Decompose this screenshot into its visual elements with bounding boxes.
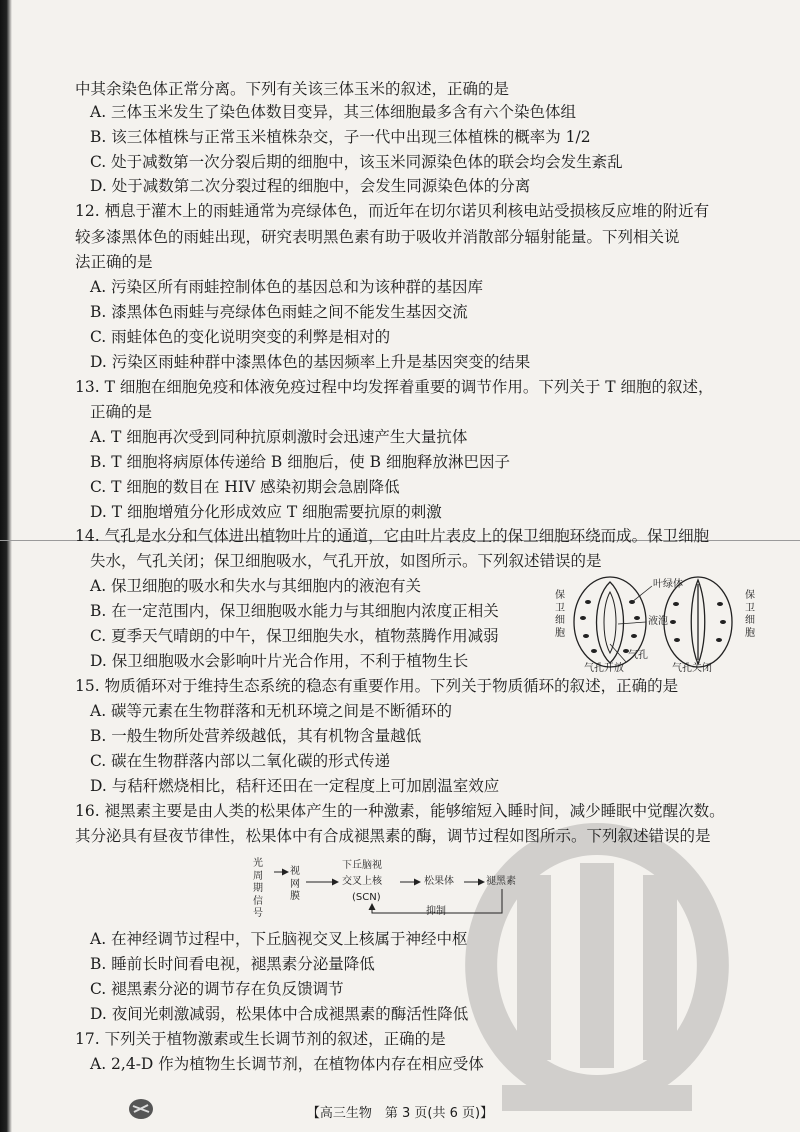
text-line: A. 在神经调节过程中，下丘脑视交叉上核属于神经中枢	[90, 930, 468, 948]
light-signal-label: 光周期信号	[253, 858, 263, 919]
text-line: A. 三体玉米发生了染色体数目变异，其三体细胞最多含有六个染色体组	[90, 103, 577, 121]
text-line: B. 漆黑体色雨蛙与亮绿体色雨蛙之间不能发生基因交流	[90, 303, 468, 321]
text-line: C. 夏季天气晴朗的中午，保卫细胞失水，植物蒸腾作用减弱	[90, 627, 499, 645]
text-line: B. 睡前长时间看电视，褪黑素分泌量降低	[90, 955, 375, 973]
right-guard-cell-label: 保卫细胞	[745, 590, 755, 639]
text-line: C. 褪黑素分泌的调节存在负反馈调节	[90, 980, 344, 998]
text-line: B. 在一定范围内，保卫细胞吸水能力与其细胞内浓度正相关	[90, 602, 499, 620]
page-footer: 【高三生物 第 3 页(共 6 页)】	[306, 1106, 494, 1121]
stoma-open-label: 气孔开放	[584, 663, 624, 674]
text-line: B. 该三体植株与正常玉米植株杂交，子一代中出现三体植株的概率为 1/2	[90, 128, 591, 146]
text-line: 14. 气孔是水分和气体进出植物叶片的通道，它由叶片表皮上的保卫细胞环绕而成。保卫细胞	[75, 527, 710, 545]
text-line: D. 夜间光刺激减弱，松果体中合成褪黑素的酶活性降低	[90, 1005, 469, 1023]
text-line: 法正确的是	[75, 253, 153, 271]
text-line: D. T 细胞增殖分化形成效应 T 细胞需要抗原的刺激	[90, 503, 442, 521]
text-line: 12. 栖息于灌木上的雨蛙通常为亮绿体色，而近年在切尔诺贝利核电站受损核反应堆的附近有	[75, 202, 710, 220]
pineal-label: 松果体	[424, 876, 454, 887]
scn-label-line3: (SCN)	[352, 892, 381, 903]
text-line: C. T 细胞的数目在 HIV 感染初期会急剧降低	[90, 478, 400, 496]
left-guard-cell-label: 保卫细胞	[555, 590, 565, 639]
scan-shadow-edge	[0, 0, 12, 1132]
text-line: D. 与秸秆燃烧相比，秸秆还田在一定程度上可加剧温室效应	[90, 777, 500, 795]
inhibit-label: 抑制	[426, 906, 446, 917]
text-line: A. 保卫细胞的吸水和失水与其细胞内的液泡有关	[90, 577, 422, 595]
text-line: A. 污染区所有雨蛙控制体色的基因总和为该种群的基因库	[90, 278, 484, 296]
text-line: 较多漆黑体色的雨蛙出现，研究表明黑色素有助于吸收并消散部分辐射能量。下列相关说	[75, 228, 680, 246]
vacuole-label: 液泡	[648, 616, 668, 627]
text-line: A. T 细胞再次受到同种抗原刺激时会迅速产生大量抗体	[90, 428, 468, 446]
text-line: D. 污染区雨蛙种群中漆黑体色的基因频率上升是基因突变的结果	[90, 353, 531, 371]
text-line: 16. 褪黑素主要是由人类的松果体产生的一种激素，能够缩短入睡时间，减少睡眠中觉醒次数。	[75, 802, 725, 820]
text-line: 17. 下列关于植物激素或生长调节剂的叙述，正确的是	[75, 1030, 446, 1048]
text-line: 其分泌具有昼夜节律性，松果体中有合成褪黑素的酶，调节过程如图所示。下列叙述错误的是	[75, 827, 711, 845]
text-line: A. 2,4-D 作为植物生长调节剂，在植物体内存在相应受体	[90, 1055, 484, 1073]
text-line: C. 雨蛙体色的变化说明突变的利弊是相对的	[90, 328, 391, 346]
text-line: 失水，气孔关闭；保卫细胞吸水，气孔开放，如图所示。下列叙述错误的是	[90, 552, 602, 570]
text-line: C. 处于减数第一次分裂后期的细胞中，该玉米同源染色体的联会均会发生紊乱	[90, 153, 623, 171]
chloroplast-label: 叶绿体	[653, 579, 683, 590]
melatonin-label: 褪黑素	[486, 876, 516, 887]
scn-label-line2: 交叉上核	[342, 876, 382, 887]
text-line: 13. T 细胞在细胞免疫和体液免疫过程中均发挥着重要的调节作用。下列关于 T 细胞的叙述，	[75, 378, 714, 396]
text-line: D. 处于减数第二次分裂过程的细胞中，会发生同源染色体的分离	[90, 177, 531, 195]
text-line: 正确的是	[90, 403, 153, 421]
text-line: B. T 细胞将病原体传递给 B 细胞后，使 B 细胞释放淋巴因子	[90, 453, 511, 471]
scn-label-line1: 下丘脑视	[342, 860, 382, 871]
text-line: 中其余染色体正常分离。下列有关该三体玉米的叙述，正确的是	[75, 80, 510, 98]
stoma-label: 气孔	[628, 650, 648, 661]
text-line: A. 碳等元素在生物群落和无机环境之间是不断循环的	[90, 702, 453, 720]
retina-label: 视网膜	[290, 866, 300, 902]
text-line: B. 一般生物所处营养级越低，其有机物含量越低	[90, 727, 422, 745]
text-line: C. 碳在生物群落内部以二氧化碳的形式传递	[90, 752, 391, 770]
stoma-closed-label: 气孔关闭	[672, 663, 712, 674]
text-line: D. 保卫细胞吸水会影响叶片光合作用，不利于植物生长	[90, 652, 469, 670]
text-line: 15. 物质循环对于维持生态系统的稳态有重要作用。下列关于物质循环的叙述，正确的是	[75, 677, 679, 695]
